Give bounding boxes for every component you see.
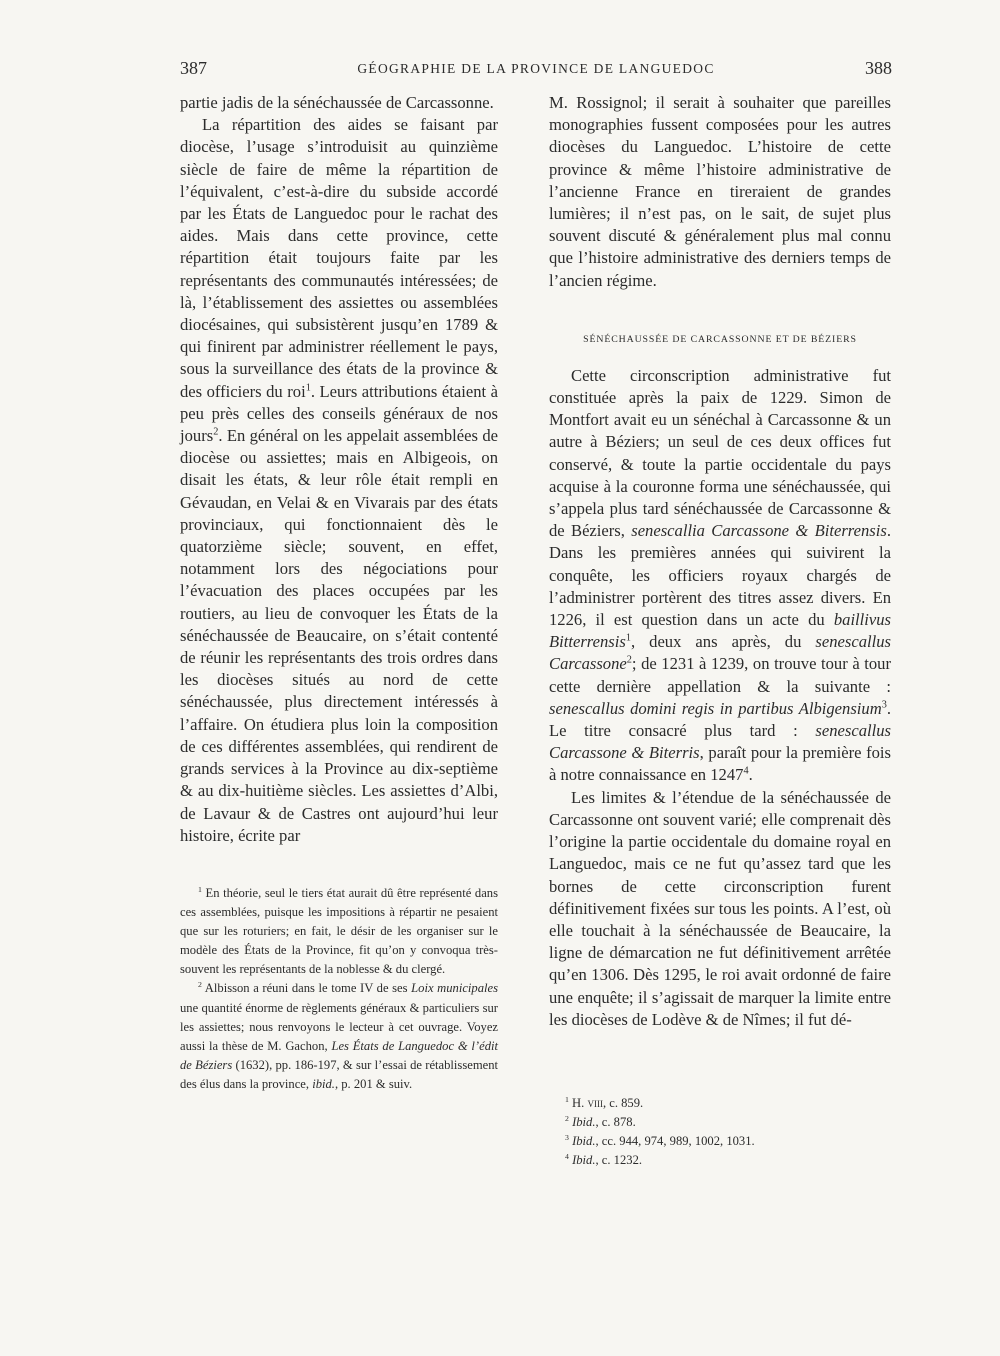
page-number-right: 388 — [865, 58, 892, 78]
footnote-ref: 4 — [743, 765, 749, 777]
latin-term: senescallia Carcassone & Biterrensis — [631, 521, 887, 541]
paragraph-text: Les limites & l’étendue de la sénéchaussée de Carcassonne ont souvent varié; elle comprenait dès l’origine la partie occidentale du domaine royal en Languedoc, mais ce ne fut qu’assez tard que les bornes de cette circonscription furent définitivement fixées sur tous les points. A l’est, où elle touchait à la sénéchaussée de Beaucaire, la ligne de démarcation ne fut définitivement arrêtée qu’en 1306. Dès 1295, le roi avait ordonné de faire une enquête; il s’agissait de marquer la limite entre les diocèses de Lodève & de Nîmes; il fut dé- — [549, 787, 891, 1029]
footnote-ref: 2 — [213, 426, 219, 438]
section-heading: SÉNÉCHAUSSÉE DE CARCASSONNE ET DE BÉZIERS — [583, 333, 857, 345]
latin-term: senescallus Carcassone & Biterris — [549, 721, 891, 763]
latin-term: baillivus Bitterrensis — [549, 610, 891, 652]
footnote-mark: 3 — [565, 1132, 569, 1142]
footnote — [180, 884, 498, 979]
footnote-ref: 2 — [626, 654, 632, 666]
footnote-mark: 2 — [565, 1113, 569, 1123]
page-header — [180, 58, 892, 84]
paragraph — [180, 92, 498, 114]
paragraph-text: partie jadis de la sénéchaussée de Carcassonne. — [180, 93, 494, 112]
footnote — [565, 1151, 885, 1170]
footnote-italic: Ibid. — [572, 1134, 596, 1148]
left-column — [180, 92, 498, 847]
footnote-text: , c. 878. — [595, 1115, 636, 1129]
page-number-left: 387 — [180, 58, 207, 78]
footnote-text: , c. 1232. — [595, 1153, 643, 1167]
footnote-ref: 3 — [881, 699, 887, 711]
right-column — [549, 92, 891, 1031]
paragraph-text: ; de 1231 à 1239, on trouve tour à tour cette dernière appellation & la suivante : — [549, 654, 891, 696]
paragraph — [549, 92, 891, 292]
paragraph-text: , deux ans après, du — [630, 632, 816, 652]
paragraph-text: Cette circonscription administrative fut constituée après la paix de 1229. Simon de Montfort avait eu un sénéchal à Carcassonne & un autre à Béziers; un seul de ces deux offices fut conservé, & toute la partie occidentale du pays acquise à la couronne forma une sénéchaussée, qui s’appela plus tard sénéchaussée de Carcassonne & de Béziers, — [549, 365, 891, 541]
paragraph-text: . Dans les premières années qui suivirent la conquête, les officiers royaux chargés de l’administrer portèrent des titres assez divers. En 1226, il est question dans un acte du — [549, 521, 891, 630]
footnote-ref: 1 — [625, 632, 631, 644]
footnote — [565, 1094, 885, 1113]
paragraph-text: , paraît pour la première fois à notre connaissance en 1247 — [549, 743, 891, 785]
footnote-italic: ibid. — [312, 1076, 335, 1091]
running-title: GÉOGRAPHIE DE LA PROVINCE DE LANGUEDOC — [357, 61, 715, 76]
footnote-text: une quantité énorme de règlements généraux & particuliers sur les assiettes; nous renvoyons le lecteur à cet ouvrage. Voyez aussi la thèse de M. Gachon, — [180, 1000, 498, 1053]
paragraph — [549, 365, 891, 787]
footnotes-left — [180, 884, 498, 1094]
footnote — [180, 979, 498, 1094]
latin-term: senescallus domini regis in partibus Albigensium — [549, 698, 882, 718]
footnote-italic: Les États de Languedoc & l’édit de Béziers — [180, 1038, 498, 1072]
footnote-mark: 1 — [198, 884, 202, 894]
paragraph-text: . — [748, 765, 753, 785]
paragraph-text: La répartition des aides se faisant par diocèse, l’usage s’introduisit au quinzième siècle de faire de même la répartition de l’équivalent, c’est-à-dire du subside accordé par les États de Languedoc pour le rachat des aides. Mais dans cette province, cette répartition était toujours faite par les représentants des communautés intéressées; de là, l’établissement des assiettes ou assemblées diocésaines, qui subsistèrent jusqu’en 1789 & qui finirent par administrer réellement le pays, sous la surveillance des états de la province & des officiers du roi — [180, 115, 498, 401]
paragraph-text: . Le titre consacré plus tard : — [549, 698, 891, 741]
footnote-ref: 1 — [305, 382, 311, 394]
footnote-text: Albisson a réuni dans le tome IV de ses — [201, 981, 412, 996]
footnote-text: , p. 201 & suiv. — [334, 1076, 413, 1091]
footnote-italic: Ibid. — [572, 1115, 596, 1129]
footnote-mark: 1 — [565, 1094, 569, 1104]
paragraph — [549, 787, 891, 1031]
footnote-italic: Loix municipales — [411, 981, 499, 996]
footnote-mark: 2 — [198, 980, 202, 990]
latin-term: senescallus Carcassone — [549, 632, 891, 674]
footnote-mark: 4 — [565, 1151, 569, 1161]
footnote-text: (1632), pp. 186-197, & sur l’essai de rétablissement des élus dans la province, — [180, 1057, 498, 1091]
footnote-text: H. — [568, 1096, 588, 1110]
footnote-text: , cc. 944, 974, 989, 1002, 1031. — [595, 1134, 755, 1148]
paragraph-text: . En général on les appelait assemblées de diocèse ou assiettes; mais en Albigeois, on disait les états, & leur rôle était rempli en Gévaudan, en Velai & en Vivarais par des états provinciaux, qui fonctionnaient dès le quatorzième siècle; souvent, en effet, notamment lors des négociations pour l’évacuation des places occupées par les routiers, au lieu de convoquer les États de la sénéchaussée de Beaucaire, on s’était contenté de réunir les représentants des trois ordres dans les diocèses situés au nord de cette sénéchaussée, plus directement intéressés à l’affaire. On étudiera plus loin la composition de ces différentes assemblées, qui rendirent de grands services à la Province au dix-septième & au dix-huitième siècles. Les assiettes d’Albi, de Lavaur & de Castres ont aujourd’hui leur histoire, écrite par — [180, 426, 498, 845]
footnotes-right — [565, 1094, 885, 1170]
footnote-italic: Ibid. — [572, 1153, 596, 1167]
footnote-text: , c. 859. — [602, 1096, 644, 1110]
paragraph-text: M. Rossignol; il serait à souhaiter que pareilles monographies fussent composées pour les autres diocèses du Languedoc. L’histoire de cette province & même l’histoire administrative de l’ancienne France en tireraient de grandes lumières; il n’est pas, on le sait, de sujet plus souvent discuté & généralement plus mal connu que l’histoire administrative des derniers temps de l’ancien régime. — [549, 93, 891, 290]
paragraph-text: . Leurs attributions étaient à peu près celles des conseils généraux de nos jours — [180, 381, 499, 446]
footnote — [565, 1132, 885, 1151]
paragraph — [180, 114, 498, 847]
footnote — [565, 1113, 885, 1132]
footnote-text: viii — [587, 1096, 603, 1110]
footnote-text: En théorie, seul le tiers état aurait dû être représenté dans ces assemblées, puisque les impositions à répartir ne pesaient que sur les roturiers; en fait, le désir de les organiser sur le modèle des États de la Province, fit qu’on y convoqua très-souvent les représentants de la noblesse & du clergé. — [180, 886, 498, 977]
